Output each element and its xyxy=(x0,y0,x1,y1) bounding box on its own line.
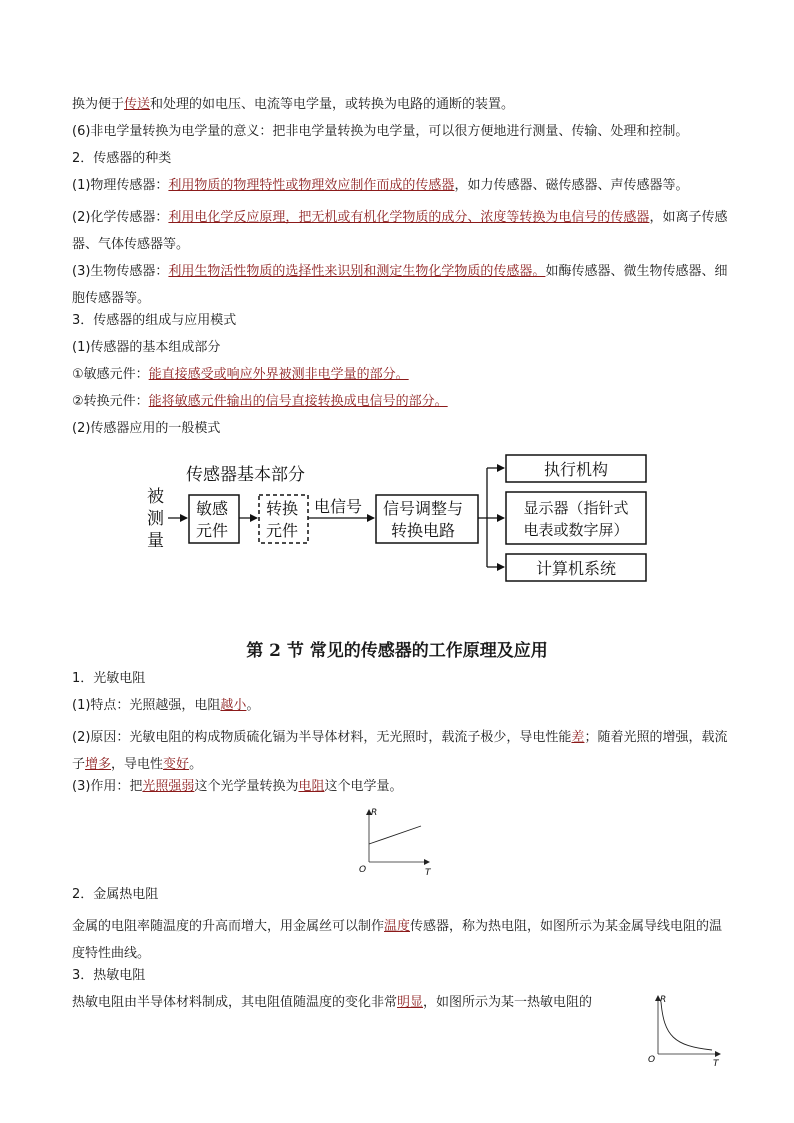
computer-text: 计算机系统 xyxy=(535,559,617,578)
paragraph-photoresistor-feature: (1)特点：光照越强，电阻越小。 xyxy=(72,698,260,713)
input-char-3: 量 xyxy=(147,531,164,551)
decay-curve xyxy=(661,1002,712,1050)
heading-composition: 3．传感器的组成与应用模式 xyxy=(72,313,237,328)
paragraph-photoresistor-function: (3)作用：把光照强弱这个光学量转换为电阻这个电学量。 xyxy=(72,779,403,794)
paragraph-photoresistor-reason: (2)原因：光敏电阻的构成物质硫化镉为半导体材料，无光照时，载流子极少，导电性能差；随着光照的增强，载流子增多，导电性变好。 xyxy=(72,730,728,772)
paragraph-transfer: 换为便于传送和处理的如电压、电流等电学量，或转换为电路的通断的装置。 xyxy=(72,97,515,112)
display-text-2: 电表或数字屏） xyxy=(523,521,629,539)
paragraph-conversion-element: ②转换元件：能将敏感元件输出的信号直接转换成电信号的部分。 xyxy=(72,394,448,409)
graph1-origin: O xyxy=(359,865,367,875)
graph2-y-label: R xyxy=(660,995,667,1005)
group-label: 传感器基本部分 xyxy=(186,465,305,485)
paragraph-metal-thermistor: 金属的电阻率随温度的升高而增大，用金属丝可以制作温度传感器，称为热电阻，如图所示为某金属导线电阻的温度特性曲线。 xyxy=(72,919,723,961)
graph2-origin: O xyxy=(648,1055,656,1065)
paragraph-sensitive-element: ①敏感元件：能直接感受或响应外界被测非电学量的部分。 xyxy=(72,367,409,382)
input-char-2: 测 xyxy=(147,509,164,529)
paragraph-significance: (6)非电学量转换为电学量的意义：把非电学量转换为电学量，可以很方便地进行测量、传输、处理和控制。 xyxy=(72,124,689,139)
linear-curve xyxy=(369,826,421,844)
heading-metal-thermistor: 2．金属热电阻 xyxy=(72,887,159,902)
signal-conditioner-text-1: 信号调整与 xyxy=(383,499,464,518)
paragraph-chemical-sensor: (2)化学传感器：利用电化学反应原理，把无机或有机化学物质的成分、浓度等转换为电信号的传感器，如离子传感器、气体传感器等。 xyxy=(72,210,728,252)
sensitive-element-text-2: 元件 xyxy=(196,521,229,540)
conversion-element-text-2: 元件 xyxy=(266,521,299,540)
paragraph-biological-sensor: (3)生物传感器：利用生物活性物质的选择性来识别和测定生物化学物质的传感器。如酶传感器、微生物传感器、细胞传感器等。 xyxy=(72,264,728,306)
paragraph-thermistor: 热敏电阻由半导体材料制成，其电阻值随温度的变化非常明显，如图所示为某一热敏电阻的 xyxy=(72,995,593,1010)
paragraph-physical-sensor: (1)物理传感器：利用物质的物理特性或物理效应制作而成的传感器，如力传感器、磁传感器、声传感器等。 xyxy=(72,178,689,193)
executor-text: 执行机构 xyxy=(543,460,609,479)
heading-sensor-types: 2．传感器的种类 xyxy=(72,151,172,166)
graph2-x-label: T xyxy=(713,1059,719,1068)
heading-thermistor: 3．热敏电阻 xyxy=(72,968,146,983)
conversion-element-text-1: 转换 xyxy=(266,499,299,518)
thermistor-graph xyxy=(644,990,726,1068)
heading-basic-parts: (1)传感器的基本组成部分 xyxy=(72,340,221,355)
heading-photoresistor: 1．光敏电阻 xyxy=(72,671,146,686)
heading-application-mode: (2)传感器应用的一般模式 xyxy=(72,421,221,436)
signal-conditioner-text-2: 转换电路 xyxy=(391,521,456,540)
section-title: 第 2 节 常见的传感器的工作原理及应用 xyxy=(246,641,548,661)
metal-resistance-graph xyxy=(355,802,435,878)
sensitive-element-text-1: 敏感 xyxy=(196,499,229,518)
display-text-1: 显示器（指针式 xyxy=(523,499,629,517)
input-char-1: 被 xyxy=(147,487,164,507)
sensor-flow-diagram xyxy=(0,440,794,600)
signal-label: 电信号 xyxy=(314,497,363,516)
graph1-x-label: T xyxy=(425,868,431,878)
graph1-y-label: R xyxy=(371,808,378,818)
